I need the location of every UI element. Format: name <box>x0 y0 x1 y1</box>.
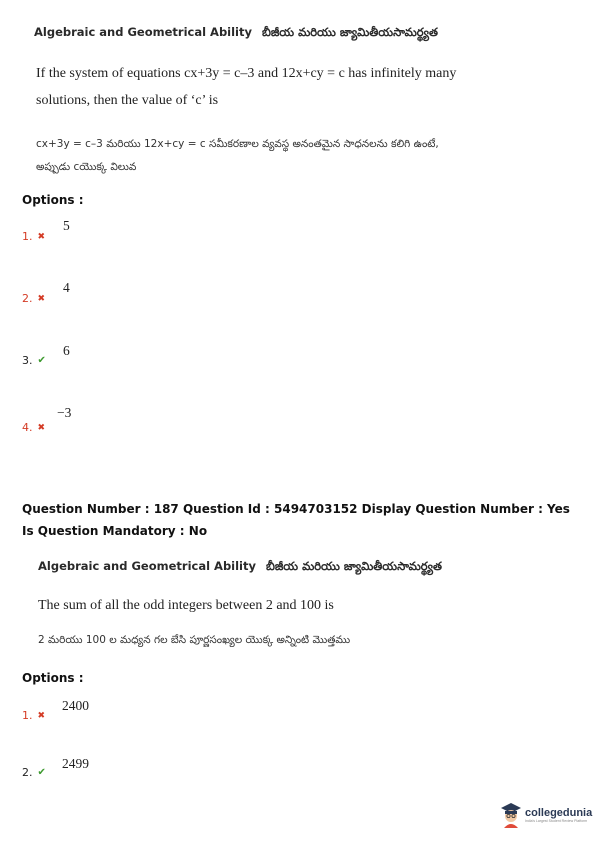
collegedunia-logo[interactable] <box>500 802 592 828</box>
section-heading-en: Algebraic and Geometrical Ability <box>34 25 252 39</box>
section-heading <box>38 559 442 576</box>
option-value: 5 <box>63 218 70 233</box>
question-meta: Question Number : 187 Question Id : 5494703152 Display Question Number : Yes Is Question Mandatory : No <box>22 502 570 538</box>
check-icon: ✔ <box>37 767 46 778</box>
logo-tagline: India's Largest Student Review Platform <box>525 819 588 823</box>
option-value: 2499 <box>62 756 89 771</box>
wrong-icon: ✖ <box>37 423 46 433</box>
options-label: Options : <box>22 671 84 685</box>
option-number: 3. <box>22 354 33 367</box>
section-heading-en: Algebraic and Geometrical Ability <box>38 559 256 573</box>
logo-name: collegedunia <box>525 807 593 819</box>
option-number: 4. <box>22 421 33 434</box>
wrong-icon: ✖ <box>37 711 46 721</box>
option-number: 2. <box>22 292 33 305</box>
options-label: Options : <box>22 193 84 207</box>
option-value: −3 <box>57 405 72 420</box>
section-heading-te: బీజీయ మరియు జ్యామితీయసామర్థ్యత <box>262 25 438 39</box>
telugu-question-line-1: cx+3y = c–3 మరియు 12x+cy = c సమీకరణాల వ్యవస్థ అనంతమైన సాధనలను కలిగి ఉంటే, <box>36 138 439 150</box>
option-1[interactable] <box>22 230 45 243</box>
wrong-icon: ✖ <box>37 294 46 304</box>
option-value: 4 <box>63 280 70 295</box>
option-3[interactable] <box>22 354 46 367</box>
question-line-1: If the system of equations cx+3y = c–3 and 12x+cy = c has infinitely many <box>36 66 457 81</box>
telugu-question: 2 మరియు 100 ల మధ్యన గల బేసి పూర్ణసంఖ్యల యొక్క అన్నింటి మొత్తము <box>38 634 351 646</box>
option-4[interactable] <box>22 421 45 434</box>
section-heading-te: బీజీయ మరియు జ్యామితీయసామర్థ్యత <box>266 559 442 573</box>
option-number: 1. <box>22 709 33 722</box>
option-1[interactable] <box>22 709 45 722</box>
graduate-avatar-icon <box>500 802 522 828</box>
section-heading <box>34 25 438 42</box>
telugu-question-line-2: అప్పుడు cయొక్క విలువ <box>36 161 137 173</box>
option-value: 6 <box>63 343 70 358</box>
option-number: 2. <box>22 766 33 779</box>
option-number: 1. <box>22 230 33 243</box>
check-icon: ✔ <box>37 355 46 366</box>
option-2[interactable] <box>22 766 46 779</box>
option-2[interactable] <box>22 292 45 305</box>
wrong-icon: ✖ <box>37 232 46 242</box>
option-value: 2400 <box>62 698 89 713</box>
question-text: The sum of all the odd integers between 2 and 100 is <box>38 598 334 613</box>
question-line-2: solutions, then the value of ‘c’ is <box>36 93 219 108</box>
